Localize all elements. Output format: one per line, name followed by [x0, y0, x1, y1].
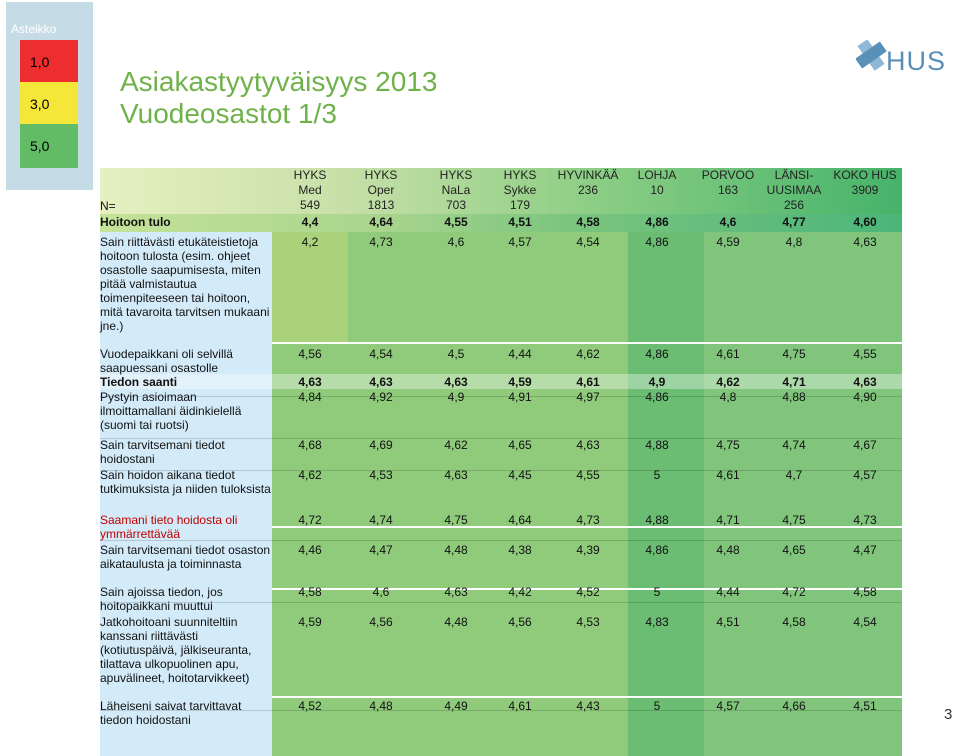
legend-title: Asteikko — [11, 22, 57, 36]
hus-logo — [856, 40, 952, 76]
col-header: HYVINKÄÄ 236 — [557, 168, 619, 197]
table-cell: 4,77 — [782, 215, 806, 229]
table-cell: 4,62 — [298, 468, 322, 482]
table-cell: 4,73 — [576, 513, 600, 527]
table-cell: 4,69 — [369, 438, 393, 452]
table-cell: 4,73 — [369, 235, 393, 249]
table-cell: 4,86 — [645, 215, 669, 229]
table-cell: 4,72 — [782, 585, 806, 599]
table-cell: 4,62 — [576, 347, 600, 361]
table-cell: 4,56 — [369, 615, 393, 629]
title-line-1: Asiakastyytyväisyys 2013 — [120, 66, 438, 97]
table-cell: 4,86 — [645, 390, 669, 404]
table-cell: 4,59 — [508, 375, 532, 389]
table-cell: 4,63 — [576, 438, 600, 452]
table-cell: 4,88 — [645, 438, 669, 452]
table-cell: 4,53 — [369, 468, 393, 482]
table-cell: 4,63 — [298, 375, 322, 389]
table-cell: 4,64 — [508, 513, 532, 527]
table-cell: 4,91 — [508, 390, 532, 404]
row-label: Sain tarvitsemani tiedot osaston aikataulusta ja toiminnasta — [100, 543, 271, 571]
table-cell: 4,61 — [508, 699, 532, 713]
table-cell: 4,47 — [853, 543, 877, 557]
legend-item-5: 5,0 — [20, 124, 78, 168]
table-cell: 4,92 — [369, 390, 393, 404]
table-cell: 4,47 — [369, 543, 393, 557]
table-cell: 4,55 — [576, 468, 600, 482]
table-cell: 4,86 — [645, 347, 669, 361]
table-cell: 4,57 — [508, 235, 532, 249]
table-cell: 4,42 — [508, 585, 532, 599]
table-cell: 4,62 — [716, 375, 740, 389]
table-cell: 4,6 — [719, 215, 737, 229]
col-header: PORVOO 163 — [701, 168, 755, 197]
table-cell: 5 — [653, 585, 661, 599]
table-cell: 4,66 — [782, 699, 806, 713]
table-cell: 4,48 — [716, 543, 740, 557]
table-cell: 4,63 — [853, 235, 877, 249]
col-header: LÄNSI- UUSIMAA 256 — [766, 168, 822, 212]
table-cell: 4,88 — [645, 513, 669, 527]
table-cell: 4,48 — [444, 543, 468, 557]
table-cell: 4,65 — [508, 438, 532, 452]
table-cell: 4,45 — [508, 468, 532, 482]
table-cell: 4,63 — [369, 375, 393, 389]
table-cell: 4,48 — [444, 615, 468, 629]
table-cell: 4,55 — [444, 215, 468, 229]
table-cell: 4,54 — [369, 347, 393, 361]
legend-item-3: 3,0 — [20, 82, 78, 126]
table-cell: 4,75 — [716, 438, 740, 452]
table-cell: 4,63 — [444, 375, 468, 389]
table-cell: 4,86 — [645, 235, 669, 249]
row-label: Sain hoidon aikana tiedot tutkimuksista ja niiden tuloksista — [100, 468, 271, 496]
table-cell: 4,97 — [576, 390, 600, 404]
row-label: Saamani tieto hoidosta oli ymmärrettävää — [100, 513, 238, 541]
table-cell: 4,43 — [576, 699, 600, 713]
table-cell: 4,44 — [508, 347, 532, 361]
table-cell: 4,84 — [298, 390, 322, 404]
table-cell: 4,62 — [444, 438, 468, 452]
table-cell: 4,4 — [301, 215, 319, 229]
table-cell: 4,55 — [853, 347, 877, 361]
table-cell: 4,51 — [853, 699, 877, 713]
table-cell: 4,56 — [508, 615, 532, 629]
table-cell: 4,51 — [716, 615, 740, 629]
table-cell: 4,2 — [301, 235, 319, 249]
scale-legend — [6, 2, 93, 190]
table-cell: 4,63 — [444, 468, 468, 482]
table-cell: 4,5 — [447, 347, 465, 361]
table-cell: 4,6 — [372, 585, 390, 599]
table-cell: 4,49 — [444, 699, 468, 713]
table-cell: 4,61 — [716, 468, 740, 482]
hus-cross-icon — [856, 40, 890, 74]
table-cell: 4,56 — [298, 347, 322, 361]
table-cell: 4,51 — [508, 215, 532, 229]
table-cell: 4,75 — [782, 347, 806, 361]
row-label: Jatkohoitoani suunniteltiin kanssani riittävästi (kotiutuspäivä, jälkiseuranta, tilattava ulkopuolinen apu, apuvälineet, hoitotarvikkeet) — [100, 615, 252, 685]
table-cell: 4,71 — [716, 513, 740, 527]
table-cell: 4,57 — [716, 699, 740, 713]
table-cell: 4,61 — [716, 347, 740, 361]
table-cell: 4,90 — [853, 390, 877, 404]
n-label: N= — [100, 199, 116, 213]
col-header: HYKS Sykke 179 — [503, 168, 537, 212]
legend-item-1: 1,0 — [20, 40, 78, 84]
row-label: Vuodepaikkani oli selvillä saapuessani osastolle — [100, 347, 233, 375]
table-cell: 4,63 — [444, 585, 468, 599]
row-label: Tiedon saanti — [100, 375, 178, 389]
table-cell: 4,75 — [782, 513, 806, 527]
row-label: Pystyin asioimaan ilmoittamallani äidinkielellä (suomi tai ruotsi) — [100, 390, 242, 432]
row-label: Hoitoon tulo — [100, 215, 171, 229]
table-cell: 4,39 — [576, 543, 600, 557]
table-cell: 4,73 — [853, 513, 877, 527]
table-cell: 4,54 — [853, 615, 877, 629]
col-header: LOHJA 10 — [637, 168, 677, 197]
table-cell: 4,60 — [853, 215, 877, 229]
table-cell: 4,38 — [508, 543, 532, 557]
table-cell: 4,6 — [447, 235, 465, 249]
table-cell: 4,74 — [782, 438, 806, 452]
table-cell: 4,58 — [576, 215, 600, 229]
table-cell: 4,64 — [369, 215, 393, 229]
col-header: HYKS NaLa 703 — [439, 168, 473, 212]
table-cell: 4,53 — [576, 615, 600, 629]
table-cell: 4,58 — [782, 615, 806, 629]
row-label: Sain riittävästi etukäteistietoja hoitoon tulosta (esim. ohjeet osastolle saapumisesta, miten pitää valmistautua toimenpiteeseen tai hoitoon, mitä tavaroita tarvitsen mukaani jne.) — [100, 235, 270, 333]
table-cell: 4,67 — [853, 438, 877, 452]
table-cell: 4,59 — [298, 615, 322, 629]
table-cell: 4,48 — [369, 699, 393, 713]
table-cell: 4,8 — [719, 390, 737, 404]
table-cell: 4,9 — [648, 375, 666, 389]
table-cell: 4,52 — [298, 699, 322, 713]
title-line-2: Vuodeosastot 1/3 — [120, 98, 337, 129]
table-cell: 4,57 — [853, 468, 877, 482]
table-cell: 4,72 — [298, 513, 322, 527]
table-cell: 4,75 — [444, 513, 468, 527]
table-cell: 4,54 — [576, 235, 600, 249]
table-cell: 4,86 — [645, 543, 669, 557]
table-cell: 4,65 — [782, 543, 806, 557]
col-header: HYKS Oper 1813 — [364, 168, 398, 212]
col-header: HYKS Med 549 — [293, 168, 327, 212]
table-cell: 4,44 — [716, 585, 740, 599]
table-cell: 4,46 — [298, 543, 322, 557]
page-number: 3 — [944, 706, 953, 723]
row-label: Sain tarvitsemani tiedot hoidostani — [100, 438, 225, 466]
table-cell: 4,58 — [298, 585, 322, 599]
table-cell: 4,74 — [369, 513, 393, 527]
table-cell: 4,59 — [716, 235, 740, 249]
table-cell: 4,9 — [447, 390, 465, 404]
table-cell: 4,7 — [785, 468, 803, 482]
table-cell: 4,63 — [853, 375, 877, 389]
table-cell: 5 — [653, 468, 661, 482]
table-cell: 4,61 — [576, 375, 600, 389]
table-cell: 5 — [653, 699, 661, 713]
table-cell: 4,58 — [853, 585, 877, 599]
table-cell: 4,52 — [576, 585, 600, 599]
table-cell: 4,88 — [782, 390, 806, 404]
logo-text: HUS — [886, 46, 947, 76]
col-header: KOKO HUS 3909 — [833, 168, 897, 197]
table-cell: 4,68 — [298, 438, 322, 452]
table-cell: 4,8 — [785, 235, 803, 249]
table-cell: 4,71 — [782, 375, 806, 389]
table-cell: 4,83 — [645, 615, 669, 629]
page-title — [120, 66, 437, 130]
row-label: Läheiseni saivat tarvittavat tiedon hoidostani — [100, 699, 242, 727]
row-label: Sain ajoissa tiedon, jos hoitopaikkani muuttui — [100, 585, 223, 613]
